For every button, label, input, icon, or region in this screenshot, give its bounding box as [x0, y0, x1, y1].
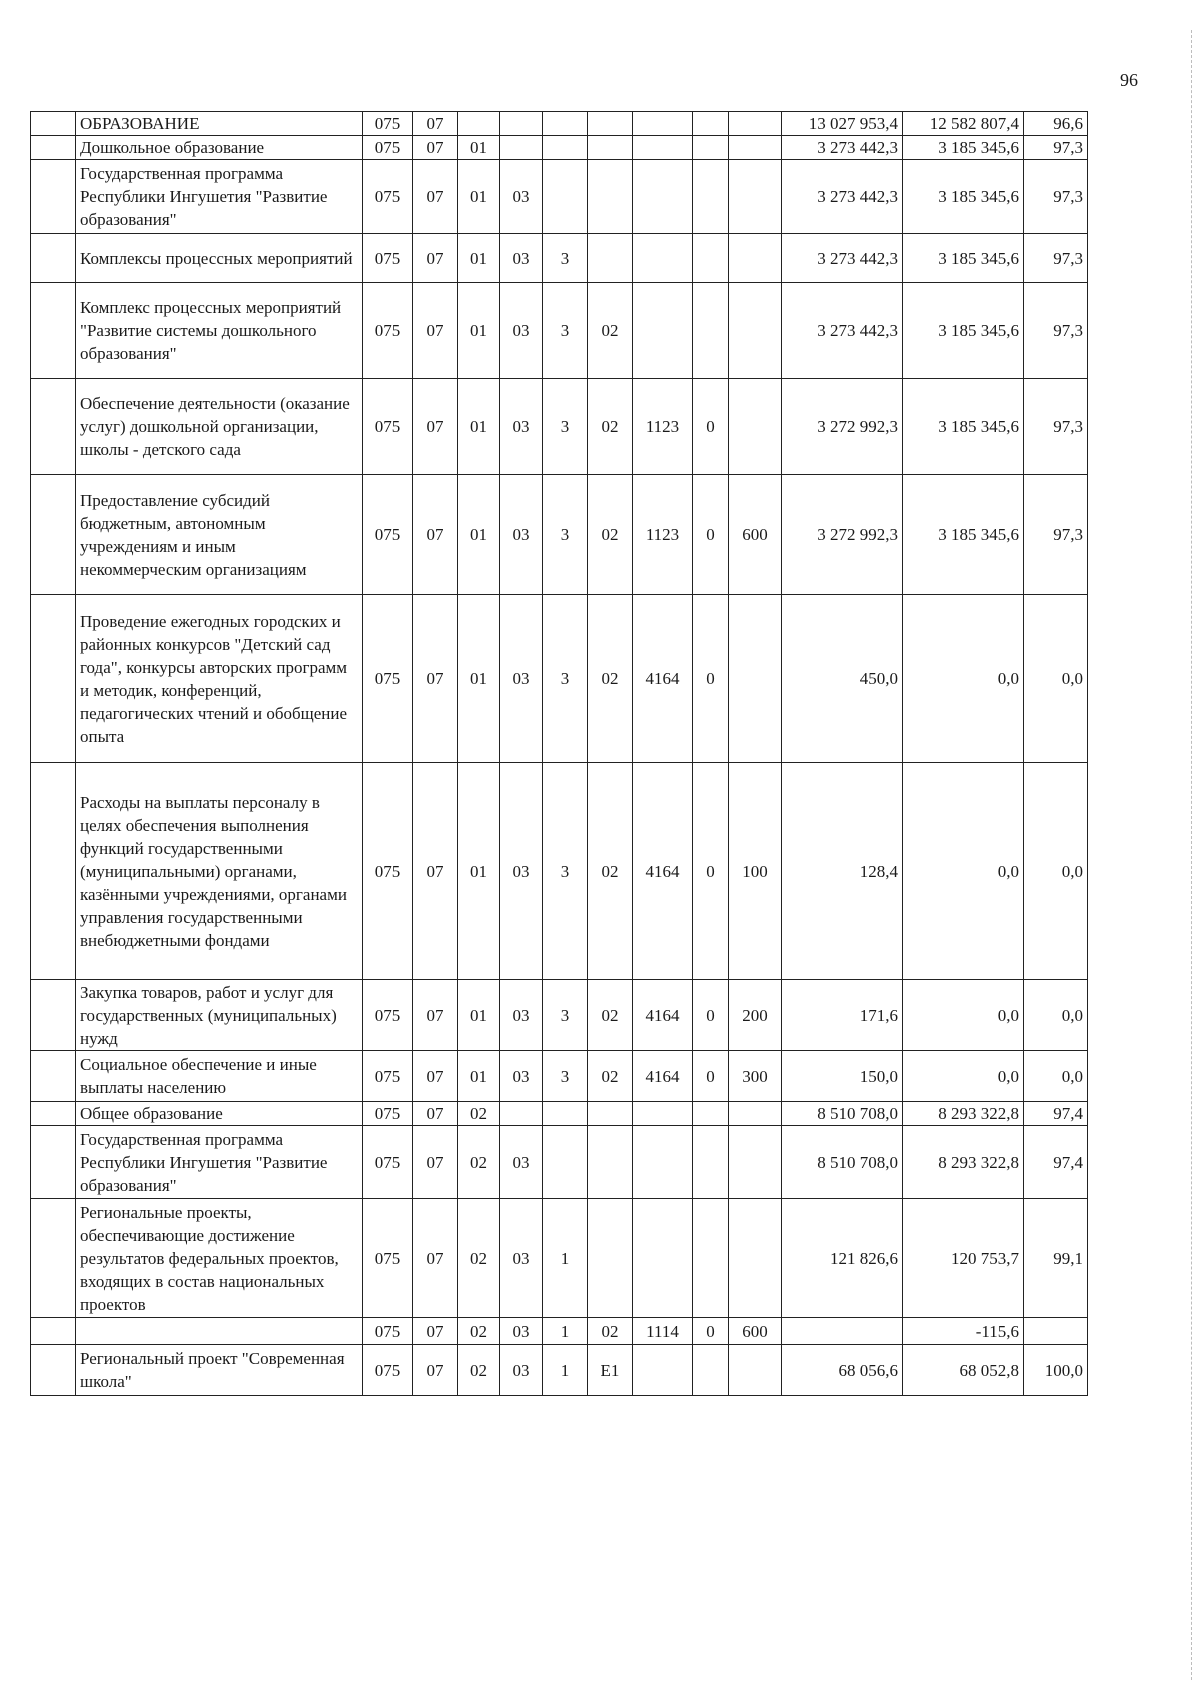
row-marker-cell [31, 1051, 76, 1102]
budget-table [30, 111, 1088, 1396]
code-cell: 03 [500, 595, 543, 763]
code-cell [633, 1345, 693, 1396]
code-cell: 07 [413, 980, 458, 1051]
plan-amount-cell: 171,6 [782, 980, 903, 1051]
code-cell [543, 136, 588, 160]
row-marker-cell [31, 1318, 76, 1345]
code-cell: 075 [363, 763, 413, 980]
code-cell [729, 234, 782, 283]
percent-cell: 0,0 [1024, 763, 1088, 980]
percent-cell: 99,1 [1024, 1199, 1088, 1318]
code-cell [729, 160, 782, 234]
code-cell: 03 [500, 1345, 543, 1396]
actual-amount-cell: 8 293 322,8 [903, 1126, 1024, 1199]
code-cell: 03 [500, 1051, 543, 1102]
actual-amount-cell: 0,0 [903, 763, 1024, 980]
item-name-cell [76, 1318, 363, 1345]
code-cell: 07 [413, 1199, 458, 1318]
code-cell: 01 [458, 763, 500, 980]
code-cell: 3 [543, 379, 588, 475]
code-cell: 01 [458, 475, 500, 595]
item-name-cell: Комплексы процессных мероприятий [76, 234, 363, 283]
code-cell: 075 [363, 136, 413, 160]
code-cell: 02 [588, 475, 633, 595]
code-cell: 100 [729, 763, 782, 980]
code-cell: 07 [413, 160, 458, 234]
code-cell: 07 [413, 112, 458, 136]
code-cell [693, 1126, 729, 1199]
code-cell: 01 [458, 136, 500, 160]
plan-amount-cell: 13 027 953,4 [782, 112, 903, 136]
table-row [31, 1102, 1088, 1126]
percent-cell: 97,3 [1024, 234, 1088, 283]
item-name-cell: Социальное обеспечение и иные выплаты населению [76, 1051, 363, 1102]
code-cell: 075 [363, 234, 413, 283]
code-cell: 07 [413, 1102, 458, 1126]
row-marker-cell [31, 379, 76, 475]
code-cell: 075 [363, 475, 413, 595]
row-marker-cell [31, 475, 76, 595]
code-cell [543, 160, 588, 234]
code-cell: 02 [588, 283, 633, 379]
code-cell [729, 1345, 782, 1396]
percent-cell: 97,3 [1024, 283, 1088, 379]
code-cell: 075 [363, 595, 413, 763]
percent-cell: 0,0 [1024, 595, 1088, 763]
item-name-cell: Региональный проект "Современная школа" [76, 1345, 363, 1396]
code-cell: 075 [363, 1126, 413, 1199]
code-cell [633, 234, 693, 283]
table-row [31, 475, 1088, 595]
code-cell: 075 [363, 112, 413, 136]
actual-amount-cell: 0,0 [903, 595, 1024, 763]
table-row [31, 1126, 1088, 1199]
code-cell: 01 [458, 234, 500, 283]
plan-amount-cell: 128,4 [782, 763, 903, 980]
code-cell: 07 [413, 595, 458, 763]
plan-amount-cell: 3 272 992,3 [782, 379, 903, 475]
table-row [31, 595, 1088, 763]
table-row [31, 234, 1088, 283]
item-name-cell: Комплекс процессных мероприятий "Развитие системы дошкольного образования" [76, 283, 363, 379]
code-cell: 1 [543, 1318, 588, 1345]
code-cell [729, 595, 782, 763]
percent-cell: 97,3 [1024, 379, 1088, 475]
code-cell: 600 [729, 475, 782, 595]
code-cell [458, 112, 500, 136]
table-row [31, 1199, 1088, 1318]
code-cell: 03 [500, 234, 543, 283]
code-cell: 075 [363, 379, 413, 475]
code-cell [500, 1102, 543, 1126]
table-row [31, 379, 1088, 475]
code-cell: 01 [458, 595, 500, 763]
actual-amount-cell: 8 293 322,8 [903, 1102, 1024, 1126]
code-cell: 07 [413, 1126, 458, 1199]
actual-amount-cell: 12 582 807,4 [903, 112, 1024, 136]
code-cell: 075 [363, 1318, 413, 1345]
row-marker-cell [31, 1345, 76, 1396]
row-marker-cell [31, 980, 76, 1051]
code-cell [500, 136, 543, 160]
code-cell: 02 [588, 980, 633, 1051]
percent-cell [1024, 1318, 1088, 1345]
row-marker-cell [31, 234, 76, 283]
actual-amount-cell: 68 052,8 [903, 1345, 1024, 1396]
code-cell [543, 1126, 588, 1199]
code-cell: 02 [588, 763, 633, 980]
plan-amount-cell [782, 1318, 903, 1345]
row-marker-cell [31, 1102, 76, 1126]
actual-amount-cell: 3 185 345,6 [903, 379, 1024, 475]
percent-cell: 97,3 [1024, 160, 1088, 234]
code-cell: 200 [729, 980, 782, 1051]
percent-cell: 97,3 [1024, 475, 1088, 595]
row-marker-cell [31, 763, 76, 980]
code-cell: 07 [413, 136, 458, 160]
table-row [31, 1051, 1088, 1102]
code-cell: 0 [693, 1318, 729, 1345]
code-cell: 3 [543, 763, 588, 980]
code-cell [588, 1102, 633, 1126]
code-cell: 01 [458, 160, 500, 234]
code-cell: 4164 [633, 595, 693, 763]
code-cell: 075 [363, 283, 413, 379]
code-cell: 03 [500, 980, 543, 1051]
code-cell: 07 [413, 475, 458, 595]
code-cell [693, 234, 729, 283]
code-cell [693, 112, 729, 136]
code-cell: 3 [543, 1051, 588, 1102]
code-cell: 02 [588, 379, 633, 475]
table-row [31, 283, 1088, 379]
code-cell: 3 [543, 595, 588, 763]
code-cell: 03 [500, 1126, 543, 1199]
code-cell: 01 [458, 980, 500, 1051]
code-cell [633, 1126, 693, 1199]
actual-amount-cell: 3 185 345,6 [903, 475, 1024, 595]
plan-amount-cell: 450,0 [782, 595, 903, 763]
code-cell [729, 1199, 782, 1318]
scan-edge-line [1191, 30, 1192, 1680]
code-cell: 02 [588, 595, 633, 763]
code-cell [543, 1102, 588, 1126]
percent-cell: 97,4 [1024, 1126, 1088, 1199]
code-cell [588, 136, 633, 160]
code-cell: 02 [458, 1126, 500, 1199]
code-cell: 07 [413, 234, 458, 283]
item-name-cell: Обеспечение деятельности (оказание услуг) дошкольной организации, школы - детского сада [76, 379, 363, 475]
code-cell: 02 [458, 1102, 500, 1126]
code-cell: 075 [363, 1199, 413, 1318]
percent-cell: 97,3 [1024, 136, 1088, 160]
plan-amount-cell: 150,0 [782, 1051, 903, 1102]
code-cell [633, 160, 693, 234]
code-cell: 075 [363, 160, 413, 234]
plan-amount-cell: 3 273 442,3 [782, 234, 903, 283]
item-name-cell: Региональные проекты, обеспечивающие достижение результатов федеральных проектов, входящих в состав национальных проектов [76, 1199, 363, 1318]
code-cell: 01 [458, 379, 500, 475]
row-marker-cell [31, 595, 76, 763]
code-cell [729, 1102, 782, 1126]
code-cell: 1123 [633, 379, 693, 475]
code-cell: 02 [458, 1345, 500, 1396]
plan-amount-cell: 3 272 992,3 [782, 475, 903, 595]
plan-amount-cell: 8 510 708,0 [782, 1126, 903, 1199]
code-cell: 03 [500, 379, 543, 475]
page-number: 96 [1120, 70, 1138, 90]
code-cell: 1123 [633, 475, 693, 595]
code-cell [633, 283, 693, 379]
code-cell: 02 [588, 1051, 633, 1102]
code-cell: 4164 [633, 980, 693, 1051]
code-cell [633, 136, 693, 160]
table-row [31, 160, 1088, 234]
code-cell: 4164 [633, 763, 693, 980]
code-cell: 0 [693, 763, 729, 980]
code-cell: 0 [693, 1051, 729, 1102]
code-cell: 01 [458, 1051, 500, 1102]
actual-amount-cell: 120 753,7 [903, 1199, 1024, 1318]
code-cell: 075 [363, 980, 413, 1051]
code-cell: 3 [543, 980, 588, 1051]
code-cell [633, 112, 693, 136]
table-row [31, 1318, 1088, 1345]
code-cell [588, 1199, 633, 1318]
row-marker-cell [31, 1126, 76, 1199]
plan-amount-cell: 68 056,6 [782, 1345, 903, 1396]
code-cell: 03 [500, 283, 543, 379]
item-name-cell: Проведение ежегодных городских и районных конкурсов "Детский сад года", конкурсы авторских программ и методик, конференций, педагогических чтений и обобщение опыта [76, 595, 363, 763]
percent-cell: 97,4 [1024, 1102, 1088, 1126]
item-name-cell: Предоставление субсидий бюджетным, автономным учреждениям и иным некоммерческим организациям [76, 475, 363, 595]
row-marker-cell [31, 160, 76, 234]
code-cell [693, 283, 729, 379]
actual-amount-cell: 3 185 345,6 [903, 136, 1024, 160]
code-cell [588, 1126, 633, 1199]
code-cell: 03 [500, 475, 543, 595]
percent-cell: 96,6 [1024, 112, 1088, 136]
code-cell: 03 [500, 1199, 543, 1318]
code-cell [729, 1126, 782, 1199]
code-cell: 07 [413, 379, 458, 475]
code-cell [500, 112, 543, 136]
code-cell: 0 [693, 379, 729, 475]
actual-amount-cell: 3 185 345,6 [903, 283, 1024, 379]
code-cell: 075 [363, 1102, 413, 1126]
plan-amount-cell: 3 273 442,3 [782, 136, 903, 160]
plan-amount-cell: 8 510 708,0 [782, 1102, 903, 1126]
code-cell [693, 1345, 729, 1396]
item-name-cell: Дошкольное образование [76, 136, 363, 160]
item-name-cell: Государственная программа Республики Ингушетия "Развитие образования" [76, 160, 363, 234]
row-marker-cell [31, 283, 76, 379]
code-cell: 07 [413, 1318, 458, 1345]
code-cell [588, 160, 633, 234]
code-cell [729, 136, 782, 160]
code-cell [543, 112, 588, 136]
actual-amount-cell: 3 185 345,6 [903, 160, 1024, 234]
plan-amount-cell: 3 273 442,3 [782, 160, 903, 234]
actual-amount-cell: 0,0 [903, 980, 1024, 1051]
code-cell [633, 1102, 693, 1126]
code-cell: 02 [458, 1318, 500, 1345]
code-cell: 07 [413, 1051, 458, 1102]
code-cell: 0 [693, 475, 729, 595]
row-marker-cell [31, 112, 76, 136]
code-cell: 4164 [633, 1051, 693, 1102]
percent-cell: 0,0 [1024, 1051, 1088, 1102]
code-cell: 02 [458, 1199, 500, 1318]
code-cell: 3 [543, 234, 588, 283]
table-row [31, 1345, 1088, 1396]
code-cell: 1 [543, 1345, 588, 1396]
table-row [31, 136, 1088, 160]
code-cell: 075 [363, 1051, 413, 1102]
code-cell: 3 [543, 283, 588, 379]
code-cell [693, 160, 729, 234]
code-cell [633, 1199, 693, 1318]
code-cell: 1 [543, 1199, 588, 1318]
table-row [31, 980, 1088, 1051]
code-cell: 07 [413, 283, 458, 379]
percent-cell: 0,0 [1024, 980, 1088, 1051]
code-cell [588, 234, 633, 283]
code-cell: 075 [363, 1345, 413, 1396]
actual-amount-cell: -115,6 [903, 1318, 1024, 1345]
item-name-cell: Общее образование [76, 1102, 363, 1126]
actual-amount-cell: 0,0 [903, 1051, 1024, 1102]
item-name-cell: ОБРАЗОВАНИЕ [76, 112, 363, 136]
code-cell: 300 [729, 1051, 782, 1102]
code-cell: 3 [543, 475, 588, 595]
code-cell: 07 [413, 1345, 458, 1396]
item-name-cell: Закупка товаров, работ и услуг для государственных (муниципальных) нужд [76, 980, 363, 1051]
plan-amount-cell: 121 826,6 [782, 1199, 903, 1318]
code-cell [729, 379, 782, 475]
code-cell: E1 [588, 1345, 633, 1396]
code-cell [693, 1199, 729, 1318]
item-name-cell: Расходы на выплаты персоналу в целях обеспечения выполнения функций государственными (муниципальными) органами, казёнными учреждениями, органами управления государственными внебюджетными фондами [76, 763, 363, 980]
code-cell: 02 [588, 1318, 633, 1345]
table-row [31, 112, 1088, 136]
row-marker-cell [31, 136, 76, 160]
item-name-cell: Государственная программа Республики Ингушетия "Развитие образования" [76, 1126, 363, 1199]
code-cell: 03 [500, 1318, 543, 1345]
code-cell: 03 [500, 160, 543, 234]
code-cell [588, 112, 633, 136]
code-cell [693, 136, 729, 160]
code-cell: 01 [458, 283, 500, 379]
code-cell: 600 [729, 1318, 782, 1345]
plan-amount-cell: 3 273 442,3 [782, 283, 903, 379]
code-cell [729, 112, 782, 136]
actual-amount-cell: 3 185 345,6 [903, 234, 1024, 283]
code-cell: 07 [413, 763, 458, 980]
code-cell: 0 [693, 595, 729, 763]
code-cell [729, 283, 782, 379]
code-cell [693, 1102, 729, 1126]
table-row [31, 763, 1088, 980]
code-cell: 03 [500, 763, 543, 980]
percent-cell: 100,0 [1024, 1345, 1088, 1396]
row-marker-cell [31, 1199, 76, 1318]
code-cell: 0 [693, 980, 729, 1051]
code-cell: 1114 [633, 1318, 693, 1345]
